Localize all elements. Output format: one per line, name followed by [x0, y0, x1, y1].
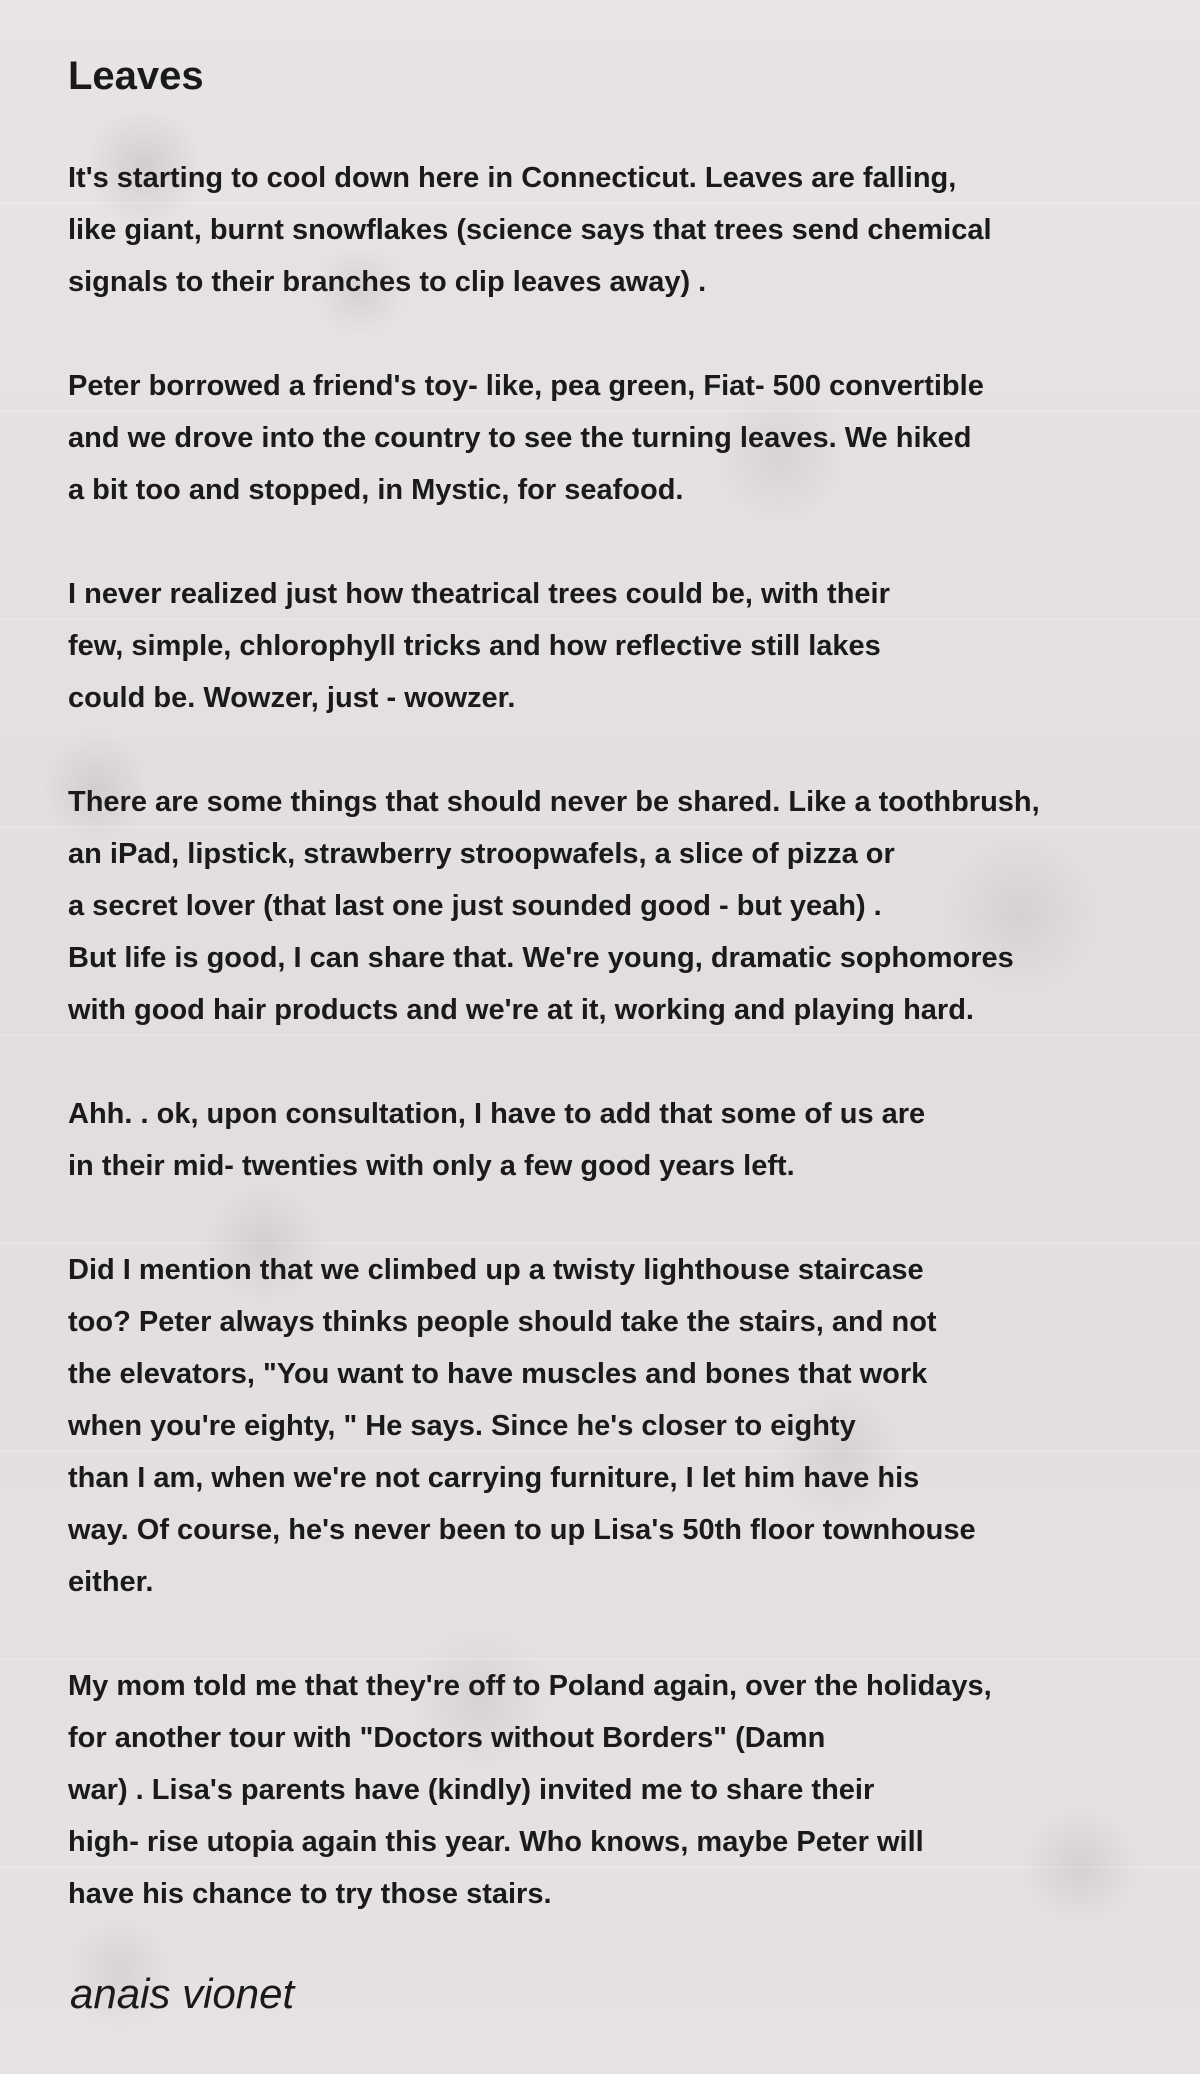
poem-line: Peter borrowed a friend's toy- like, pea green, Fiat- 500 convertible	[68, 370, 984, 402]
stanza	[68, 1660, 1178, 1920]
poem-line: in their mid- twenties with only a few good years left.	[68, 1150, 795, 1182]
stanza	[68, 568, 1178, 724]
stanza	[68, 360, 1178, 516]
poem-line: It's starting to cool down here in Connecticut. Leaves are falling,	[68, 162, 957, 194]
poem-line: could be. Wowzer, just - wowzer.	[68, 682, 516, 714]
poem-line: too? Peter always thinks people should take the stairs, and not	[68, 1306, 937, 1338]
poem-line: few, simple, chlorophyll tricks and how reflective still lakes	[68, 630, 881, 662]
poem-line: either.	[68, 1566, 154, 1598]
poem-line: high- rise utopia again this year. Who knows, maybe Peter will	[68, 1826, 924, 1858]
stanza	[68, 1244, 1178, 1608]
poem-title: Leaves	[68, 54, 204, 98]
poem-line: signals to their branches to clip leaves away) .	[68, 266, 707, 298]
poem-line: with good hair products and we're at it, working and playing hard.	[68, 994, 974, 1026]
poem-line: a bit too and stopped, in Mystic, for seafood.	[68, 474, 684, 506]
poem-line: have his chance to try those stairs.	[68, 1878, 552, 1910]
stanza	[68, 152, 1178, 308]
poem-line: a secret lover (that last one just sounded good - but yeah) .	[68, 890, 882, 922]
poem-line: like giant, burnt snowflakes (science says that trees send chemical	[68, 214, 992, 246]
poem-line: war) . Lisa's parents have (kindly) invited me to share their	[68, 1774, 875, 1806]
poem-line: My mom told me that they're off to Poland again, over the holidays,	[68, 1670, 992, 1702]
poem-line: There are some things that should never be shared. Like a toothbrush,	[68, 786, 1040, 818]
poem-line: I never realized just how theatrical trees could be, with their	[68, 578, 890, 610]
poem-body	[68, 152, 1178, 1972]
poem-line: when you're eighty, " He says. Since he's closer to eighty	[68, 1410, 856, 1442]
poem-line: Did I mention that we climbed up a twisty lighthouse staircase	[68, 1254, 924, 1286]
poem-line: Ahh. . ok, upon consultation, I have to add that some of us are	[68, 1098, 926, 1130]
poem-line: the elevators, "You want to have muscles and bones that work	[68, 1358, 928, 1390]
poem-line: and we drove into the country to see the turning leaves. We hiked	[68, 422, 972, 454]
poem-line: But life is good, I can share that. We're young, dramatic sophomores	[68, 942, 1014, 974]
stanza	[68, 776, 1178, 1036]
poem-line: an iPad, lipstick, strawberry stroopwafels, a slice of pizza or	[68, 838, 895, 870]
poem-line: way. Of course, he's never been to up Lisa's 50th floor townhouse	[68, 1514, 976, 1546]
poem-line: than I am, when we're not carrying furniture, I let him have his	[68, 1462, 920, 1494]
poem-author: anais vionet	[70, 1970, 295, 2017]
poem-line: for another tour with "Doctors without Borders" (Damn	[68, 1722, 826, 1754]
stanza	[68, 1088, 1178, 1192]
